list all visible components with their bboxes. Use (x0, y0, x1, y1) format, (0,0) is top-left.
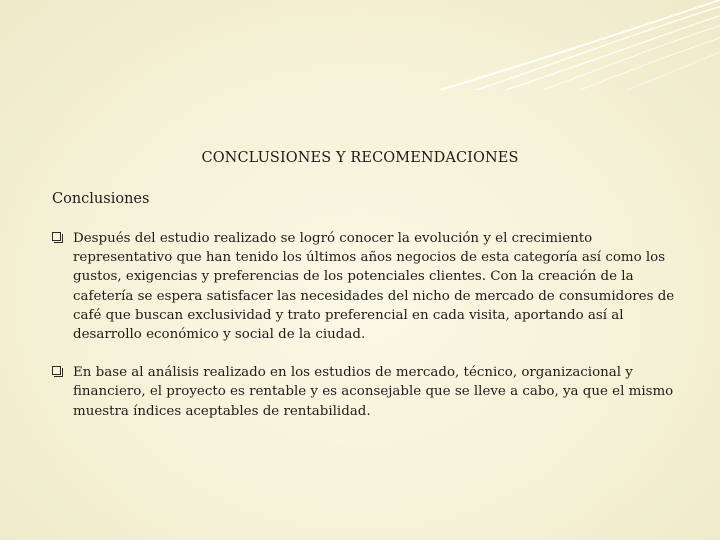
slide-title: CONCLUSIONES Y RECOMENDACIONES (201, 150, 519, 166)
section-heading: Conclusiones (52, 191, 150, 207)
decorative-curves (0, 0, 720, 90)
list-item (52, 363, 677, 421)
list-item (52, 229, 677, 344)
bullet-text: En base al análisis realizado en los estudios de mercado, técnico, organizacional y financiero, el proyecto es rentable y es aconsejable que se lleve a cabo, ya que el mismo muestra índices aceptables de rentabilidad. (73, 365, 674, 419)
checkbox-square-icon (52, 232, 61, 241)
checkbox-square-icon (52, 366, 61, 375)
bullet-text: Después del estudio realizado se logró conocer la evolución y el crecimiento representativo que han tenido los últimos años negocios de esta categoría así como los gustos, exigencias y preferencias de los potenciales clientes. Con la creación de la cafetería se espera satisfacer las necesidades del nicho de mercado de consumidores de café que buscan exclusividad y trato preferencial en cada visita, aportando así al desarrollo económico y social de la ciudad. (73, 231, 675, 343)
bullet-list (52, 229, 677, 440)
